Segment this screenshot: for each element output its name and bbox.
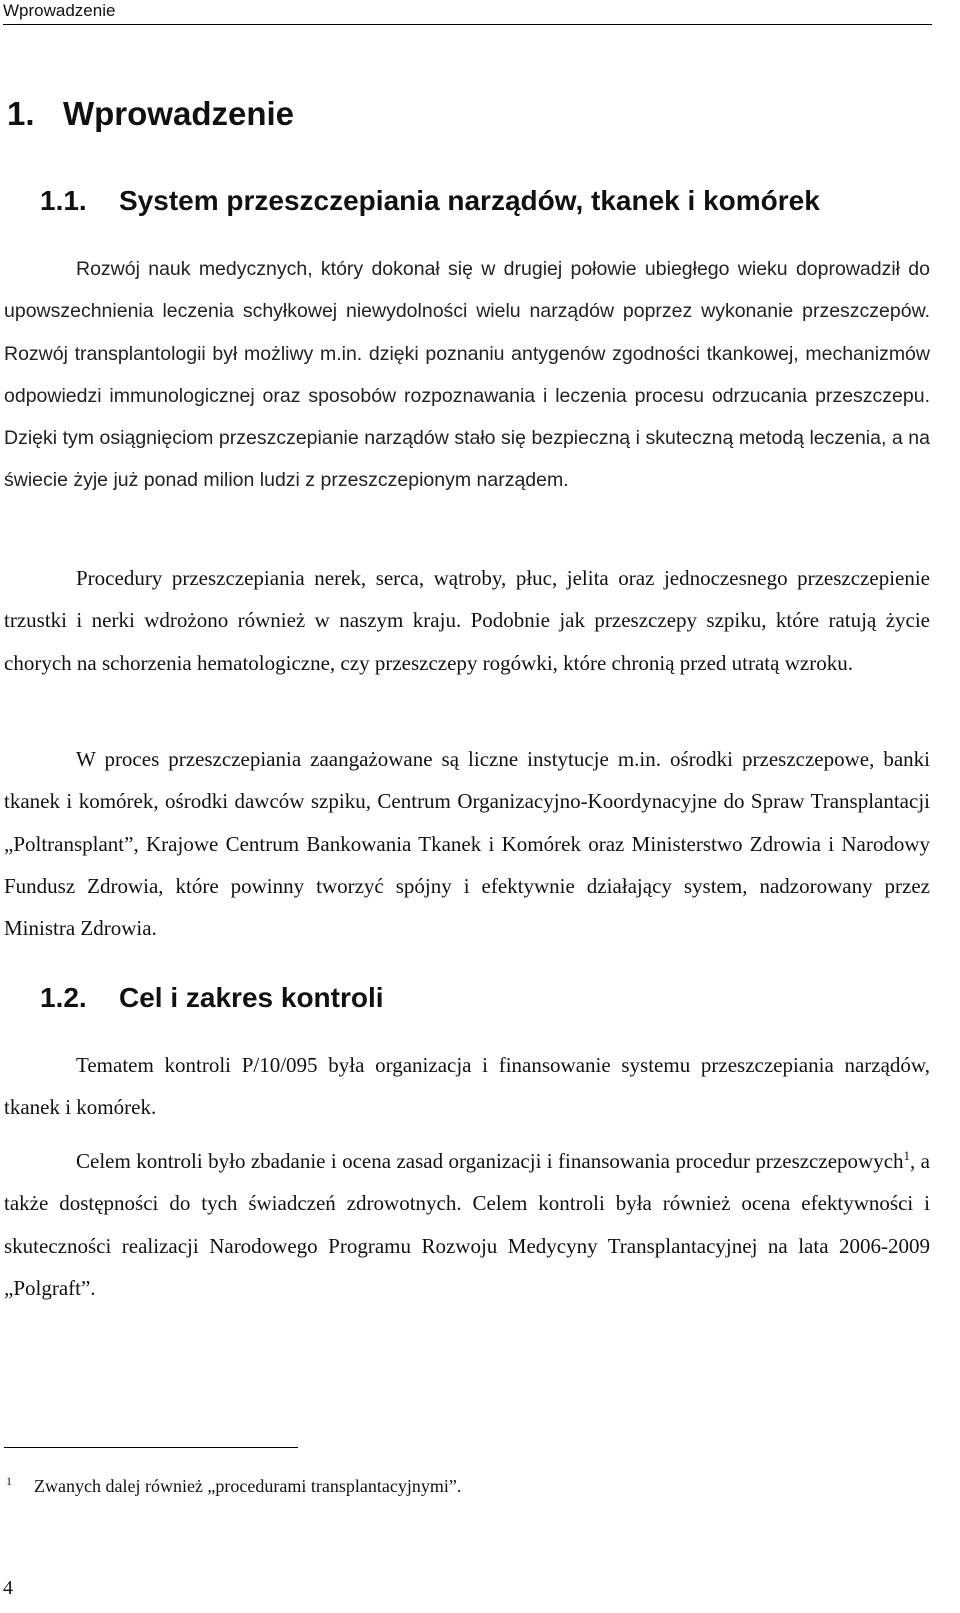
body-paragraph: W proces przeszczepiania zaangażowane są liczne instytucje m.in. ośrodki przeszczepowe, banki tkanek i komórek, ośrodki dawców szpiku, Centrum Organizacyjno-Koordynacyjne do Spraw Transplantacji „Poltransplant”, Krajowe Centrum Bankowania Tkanek i Komórek oraz Ministerstwo Zdrowia i Narodowy Fundusz Zdrowia, które powinny tworzyć spójny i efektywnie działający system, nadzorowany przez Ministra Zdrowia. bbox=[4, 747, 930, 941]
body-paragraph: Rozwój nauk medycznych, który dokonał się w drugiej połowie ubiegłego wieku doprowadził do upowszechnienia leczenia schyłkowej niewydolności wielu narządów poprzez wykonanie przeszczepów. Rozwój transplantologii był możliwy m.in. dzięki poznaniu antygenów zgodności tkankowej, mechanizmów odpowiedzi immunologicznej oraz sposobów rozpoznawania i leczenia procesu odrzucania przeszczepu. Dzięki tym osiągnięciom przeszczepianie narządów stało się bezpieczną i skuteczną metodą leczenia, a na świecie żyje już ponad milion ludzi z przeszczepionym narządem. bbox=[4, 258, 930, 492]
page-number: 4 bbox=[3, 1577, 13, 1599]
running-header bbox=[3, 0, 932, 25]
body-paragraph bbox=[4, 1140, 930, 1309]
paragraph-text: , a także dostępności do tych świadczeń zdrowotnych. Celem kontroli była również ocena efektywności i skuteczności realizacji Narodowego Programu Rozwoju Medycyny Transplantacyjnej na lata 2006-2009 „Polgraft”. bbox=[4, 1149, 930, 1300]
chapter-number: 1. bbox=[7, 95, 35, 132]
footnote-separator bbox=[4, 1447, 298, 1448]
running-header-title: Wprowadzenie bbox=[3, 1, 116, 20]
body-paragraph: Tematem kontroli P/10/095 była organizacja i finansowanie systemu przeszczepiania narządów, tkanek i komórek. bbox=[4, 1053, 930, 1120]
section-title: Cel i zakres kontroli bbox=[119, 982, 384, 1013]
section-heading-1-1 bbox=[40, 183, 820, 219]
body-paragraph: Procedury przeszczepiania nerek, serca, wątroby, płuc, jelita oraz jednoczesnego przeszczepienie trzustki i nerki wdrożono również w naszym kraju. Podobnie jak przeszczepy szpiku, które ratują życie chorych na schorzenia hematologiczne, czy przeszczepy rogówki, które chronią przed utratą wzroku. bbox=[4, 566, 930, 675]
section-heading-1-2 bbox=[40, 980, 384, 1016]
section-number: 1.2. bbox=[40, 982, 87, 1013]
footnote-reference[interactable]: 1 bbox=[903, 1148, 911, 1163]
section-title: System przeszczepiania narządów, tkanek i komórek bbox=[119, 185, 820, 216]
paragraph-text: Celem kontroli było zbadanie i ocena zasad organizacji i finansowania procedur przeszczepowych bbox=[76, 1149, 904, 1173]
footnote-text: Zwanych dalej również „procedurami transplantacyjnymi”. bbox=[34, 1476, 462, 1496]
chapter-title: Wprowadzenie bbox=[63, 95, 295, 132]
footnote: 1 Zwanych dalej również „procedurami transplantacyjnymi”. bbox=[6, 1474, 462, 1496]
section-number: 1.1. bbox=[40, 185, 87, 216]
chapter-heading bbox=[7, 93, 294, 135]
